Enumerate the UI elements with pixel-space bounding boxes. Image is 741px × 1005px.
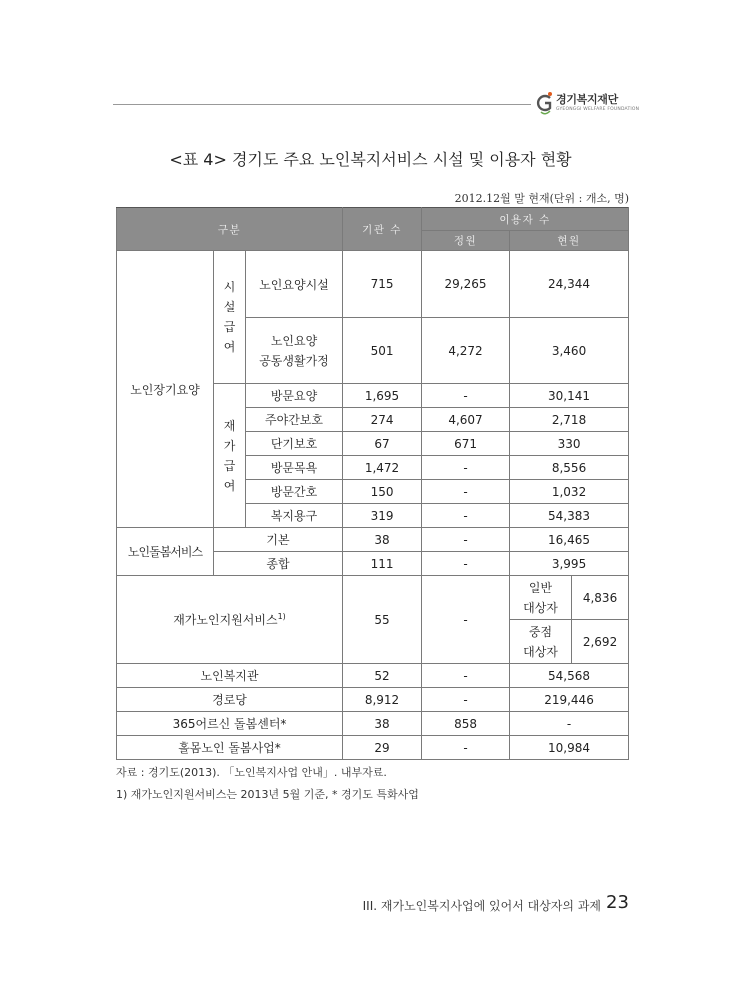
row-cap: 4,272: [422, 318, 510, 384]
row-cap: -: [422, 384, 510, 408]
row-name: 단기보호: [246, 432, 343, 456]
row-inst: 67: [343, 432, 422, 456]
row-name: 노인요양 공동생활가정: [246, 318, 343, 384]
table-row: [117, 664, 629, 688]
row-inst: 52: [343, 664, 422, 688]
table-row: [117, 528, 629, 552]
row-cap: -: [422, 456, 510, 480]
row-name: 노인요양시설: [246, 251, 343, 318]
foundation-logo: [536, 88, 640, 120]
row-cur: 2,718: [510, 408, 629, 432]
sub-name: 중점 대상자: [510, 620, 572, 664]
row-cur: 24,344: [510, 251, 629, 318]
row-name: 방문목욕: [246, 456, 343, 480]
row-cap: 671: [422, 432, 510, 456]
row-cap: -: [422, 504, 510, 528]
row-name: 노인복지관: [117, 664, 343, 688]
table-row: [117, 712, 629, 736]
row-name: 주야간보호: [246, 408, 343, 432]
sub-cur: 2,692: [572, 620, 629, 664]
org-subtitle: GYEONGGI WELFARE FOUNDATION: [556, 107, 640, 112]
row-inst: 501: [343, 318, 422, 384]
row-inst: 274: [343, 408, 422, 432]
row-cap: 29,265: [422, 251, 510, 318]
home-support-label: 재가노인지원서비스: [173, 613, 278, 627]
home-support-footnote-mark: 1): [277, 612, 286, 621]
row-inst: 29: [343, 736, 422, 760]
group-home-support: [117, 576, 343, 664]
row-inst: 38: [343, 712, 422, 736]
row-name: 기본: [214, 528, 343, 552]
row-inst: 150: [343, 480, 422, 504]
header-rule: [113, 104, 531, 105]
row-cap: -: [422, 688, 510, 712]
footnote: 1) 재가노인지원서비스는 2013년 5월 기준, * 경기도 특화사업: [116, 788, 419, 801]
group-facility-label: 시 설 급 여: [223, 280, 236, 354]
row-inst: 55: [343, 576, 422, 664]
row-cur: 3,460: [510, 318, 629, 384]
row-cur: 10,984: [510, 736, 629, 760]
header-users: 이용자 수: [422, 208, 629, 231]
group-home: [214, 384, 246, 528]
row-cur: 54,383: [510, 504, 629, 528]
row-inst: 1,472: [343, 456, 422, 480]
row-inst: 38: [343, 528, 422, 552]
sub-name: 일반 대상자: [510, 576, 572, 620]
row-cur: 3,995: [510, 552, 629, 576]
row-cap: 858: [422, 712, 510, 736]
table-row: [117, 688, 629, 712]
row-cap: -: [422, 480, 510, 504]
row-inst: 319: [343, 504, 422, 528]
row-inst: 111: [343, 552, 422, 576]
group-ltc: 노인장기요양: [117, 251, 214, 528]
row-cur: 54,568: [510, 664, 629, 688]
source-note: 자료 : 경기도(2013). 「노인복지사업 안내」. 내부자료.: [116, 766, 387, 779]
table-title: <표 4> 경기도 주요 노인복지서비스 시설 및 이용자 현황: [169, 150, 572, 169]
row-cap: -: [422, 664, 510, 688]
row-cur: 1,032: [510, 480, 629, 504]
row-name: 종합: [214, 552, 343, 576]
table-row: [117, 736, 629, 760]
row-cur: 30,141: [510, 384, 629, 408]
table-row: [117, 251, 629, 318]
row-cap: -: [422, 528, 510, 552]
row-inst: 8,912: [343, 688, 422, 712]
org-name: 경기복지재단: [556, 93, 618, 106]
header-capacity: 정원: [422, 231, 510, 251]
header-current: 현원: [510, 231, 629, 251]
row-name: 365어르신 돌봄센터*: [117, 712, 343, 736]
row-cur: 330: [510, 432, 629, 456]
row-cur: 219,446: [510, 688, 629, 712]
page-number: 23: [606, 892, 629, 913]
row-name: 방문간호: [246, 480, 343, 504]
row-inst: 1,695: [343, 384, 422, 408]
row-cap: -: [422, 576, 510, 664]
row-cap: -: [422, 552, 510, 576]
unit-note: 2012.12월 말 현재(단위 : 개소, 명): [454, 192, 629, 205]
row-name: 경로당: [117, 688, 343, 712]
row-name: 복지용구: [246, 504, 343, 528]
foundation-logo-icon: [536, 90, 554, 116]
row-name: 홀몸노인 돌봄사업*: [117, 736, 343, 760]
row-name: 방문요양: [246, 384, 343, 408]
chapter-footer: III. 재가노인복지사업에 있어서 대상자의 과제: [362, 899, 601, 913]
row-cap: 4,607: [422, 408, 510, 432]
row-cur: 8,556: [510, 456, 629, 480]
group-facility: [214, 251, 246, 384]
header-institutions: 기관 수: [343, 208, 422, 251]
row-cur: 16,465: [510, 528, 629, 552]
group-care: 노인돌봄서비스: [117, 528, 214, 576]
row-cap: -: [422, 736, 510, 760]
service-table: [116, 207, 629, 760]
sub-cur: 4,836: [572, 576, 629, 620]
row-cur: -: [510, 712, 629, 736]
group-home-label: 재 가 급 여: [223, 418, 236, 493]
table-row: [117, 576, 629, 620]
header-category: 구분: [117, 208, 343, 251]
row-inst: 715: [343, 251, 422, 318]
